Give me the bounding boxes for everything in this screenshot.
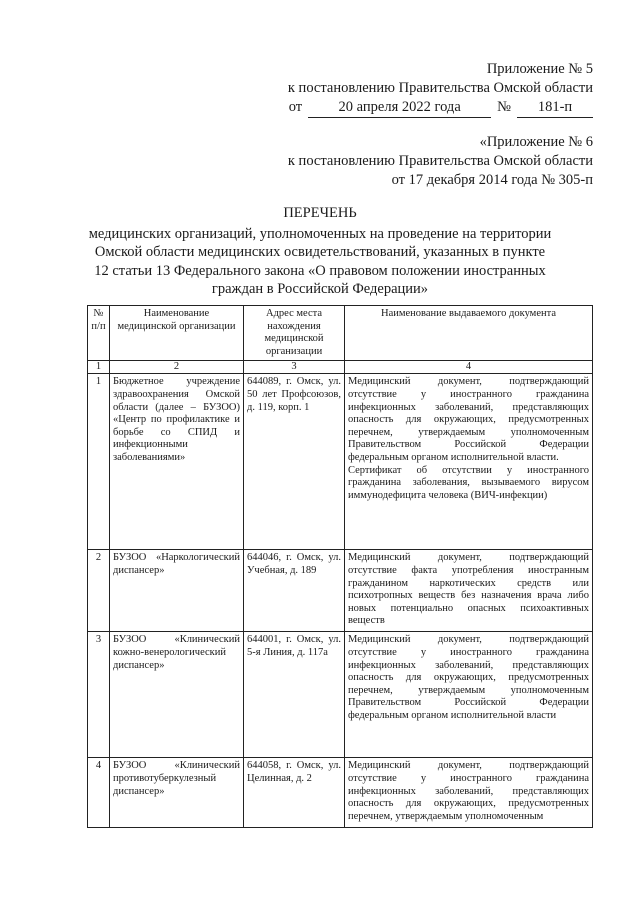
header-organization: Наименование медицинской организации	[110, 306, 244, 361]
organization-address: 644046, г. Омск, ул. Учебная, д. 189	[244, 550, 345, 632]
organization-name: БУЗОО «Клинический кожно-венерологический диспансер»	[110, 632, 244, 758]
organization-address: 644058, г. Омск, ул. Целинная, д. 2	[244, 758, 345, 828]
organization-address: 644089, г. Омск, ул. 50 лет Профсоюзов, д. 119, корп. 1	[244, 374, 345, 550]
column-index: 1	[88, 361, 110, 374]
organization-name: БУЗОО «Наркологический диспансер»	[110, 550, 244, 632]
organization-name: Бюджетное учреждение здравоохранения Омской области (далее – БУЗОО) «Центр по профилактике и борьбе со СПИД и инфекционными заболеваниями»	[110, 374, 244, 550]
resolution-date: 20 апреля 2022 года	[308, 98, 491, 118]
header-address: Адрес места нахождения медицинской организации	[244, 306, 345, 361]
table-row	[88, 374, 593, 550]
table-row	[88, 758, 593, 828]
column-index: 3	[244, 361, 345, 374]
appendix-title: Приложение № 5	[486, 61, 593, 77]
resolution-number: 181-п	[517, 98, 593, 118]
organizations-table	[87, 305, 593, 828]
issued-document: Медицинский документ, подтверждающий отсутствие факта употребления иностранным гражданином наркотических средств или психотропных веществ без назначения врача либо новых потенциально опасных психоактивных веществ	[345, 550, 593, 632]
amended-resolution-ref: к постановлению Правительства Омской области	[287, 153, 593, 169]
title-main: ПЕРЕЧЕНЬ	[283, 205, 357, 221]
column-index: 2	[110, 361, 244, 374]
appendix-date-line	[253, 98, 593, 118]
row-number: 2	[88, 550, 110, 632]
column-index: 4	[345, 361, 593, 374]
column-index-row	[88, 361, 593, 374]
number-label: №	[497, 99, 511, 115]
appendix-resolution-ref: к постановлению Правительства Омской области	[287, 80, 593, 96]
amended-appendix-header	[233, 133, 593, 190]
organization-name: БУЗОО «Клинический противотуберкулезный диспансер»	[110, 758, 244, 828]
table-row	[88, 550, 593, 632]
amended-resolution-date: от 17 декабря 2014 года № 305-п	[391, 172, 593, 188]
row-number: 3	[88, 632, 110, 758]
table-row	[88, 632, 593, 758]
issued-document: Медицинский документ, подтверждающий отсутствие у иностранного гражданина инфекционных заболеваний, представляющих опасность для окружающих, предусмотренных перечнем, утверждаемым уполномоченным Правительством Российской Федерации федеральным органом исполнительной власти	[345, 632, 593, 758]
issued-document: Медицинский документ, подтверждающий отсутствие у иностранного гражданина инфекционных заболеваний, представляющих опасность для окружающих, предусмотренных перечнем, утверждаемым уполномоченным Правительством Российской Федерации федеральным органом исполнительной власти. Сертификат об отсутствии у иностранного гражданина заболевания, вызываемого вирусом иммунодефицита человека (ВИЧ-инфекции)	[345, 374, 593, 550]
header-document: Наименование выдаваемого документа	[345, 306, 593, 361]
row-number: 4	[88, 758, 110, 828]
document-title	[60, 204, 580, 299]
issued-document: Медицинский документ, подтверждающий отсутствие у иностранного гражданина инфекционных заболеваний, представляющих опасность для окружающих, предусмотренных перечнем, утверждаемым уполномоченным	[345, 758, 593, 828]
header-number: № п/п	[88, 306, 110, 361]
amended-appendix-title: «Приложение № 6	[479, 134, 593, 150]
title-subtitle: медицинских организаций, уполномоченных на проведение на территории Омской области медицинских освидетельствований, указанных в пункте 12 статьи 13 Федерального закона «О правовом положении иностранных граждан в Российской Федерации»	[88, 225, 552, 297]
row-number: 1	[88, 374, 110, 550]
organization-address: 644001, г. Омск, ул. 5-я Линия, д. 117а	[244, 632, 345, 758]
appendix-header	[253, 60, 593, 118]
table-header-row	[88, 306, 593, 361]
from-label: от	[288, 99, 303, 115]
